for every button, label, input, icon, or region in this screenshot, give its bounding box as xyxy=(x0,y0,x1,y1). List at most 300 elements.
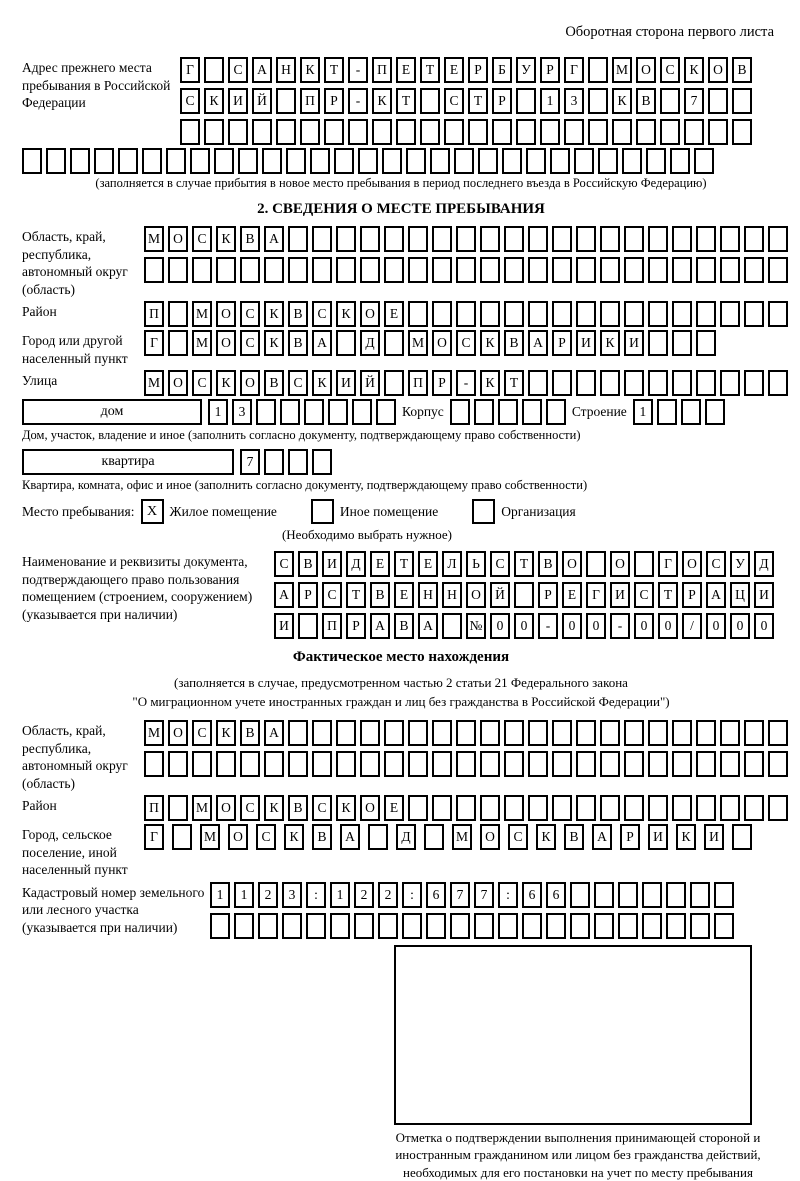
form-cell xyxy=(672,226,692,252)
form-cell: К xyxy=(612,88,632,114)
form-cell xyxy=(190,148,210,174)
form-cell xyxy=(328,399,348,425)
form-cell xyxy=(618,882,638,908)
form-cell: В xyxy=(240,720,260,746)
form-cell xyxy=(642,882,662,908)
form-cell: А xyxy=(418,613,438,639)
form-cell xyxy=(312,226,332,252)
form-cell: - xyxy=(348,57,368,83)
form-cell xyxy=(576,257,596,283)
gorod-2-label: Город, сельское поселение, иной населенный пункт xyxy=(22,827,128,878)
form-cell: К xyxy=(216,226,236,252)
form-cell: Е xyxy=(370,551,390,577)
form-cell xyxy=(528,720,548,746)
form-cell: С xyxy=(456,330,476,356)
raion-2-label: Район xyxy=(22,798,57,814)
form-cell xyxy=(672,301,692,327)
form-cell: - xyxy=(348,88,368,114)
form-cell xyxy=(468,119,488,145)
dom-box: дом xyxy=(22,399,202,425)
field-prev-address xyxy=(22,57,780,145)
form-cell xyxy=(504,257,524,283)
form-cell xyxy=(456,751,476,777)
form-cell xyxy=(280,399,300,425)
form-cell: К xyxy=(300,57,320,83)
form-cell xyxy=(402,913,422,939)
option-inoe-label: Иное помещение xyxy=(339,503,439,519)
form-cell xyxy=(450,913,470,939)
form-cell: - xyxy=(538,613,558,639)
form-cell xyxy=(696,751,716,777)
form-cell xyxy=(234,913,254,939)
form-cell: В xyxy=(538,551,558,577)
form-cell xyxy=(298,613,318,639)
form-cell: Е xyxy=(396,57,416,83)
form-cell: В xyxy=(288,330,308,356)
form-cell: И xyxy=(576,330,596,356)
form-cell xyxy=(696,370,716,396)
form-cell xyxy=(264,257,284,283)
form-cell: Н xyxy=(418,582,438,608)
form-cell: М xyxy=(192,795,212,821)
form-cell: Е xyxy=(562,582,582,608)
form-cell xyxy=(456,301,476,327)
form-cell xyxy=(258,913,278,939)
form-cell: В xyxy=(240,226,260,252)
form-cell xyxy=(334,148,354,174)
stay-type-row xyxy=(22,499,780,524)
form-cell: Р xyxy=(540,57,560,83)
field-ulitsa xyxy=(22,370,780,396)
form-cell xyxy=(240,751,260,777)
form-cell: Л xyxy=(442,551,462,577)
form-cell xyxy=(312,257,332,283)
form-cell: С xyxy=(192,226,212,252)
form-cell: К xyxy=(264,301,284,327)
form-cell: Т xyxy=(504,370,524,396)
form-cell xyxy=(648,301,668,327)
form-cell xyxy=(498,913,518,939)
form-cell xyxy=(168,795,188,821)
form-cell xyxy=(528,795,548,821)
prev-address-row-1 xyxy=(180,57,752,83)
form-cell xyxy=(744,720,764,746)
form-cell: 0 xyxy=(634,613,654,639)
form-cell: 7 xyxy=(684,88,704,114)
form-cell: К xyxy=(264,330,284,356)
actual-location-caption-line-2: "О миграционном учете иностранных граждан и лиц без гражданства в Российской Федерации") xyxy=(132,694,670,710)
form-cell xyxy=(648,370,668,396)
form-cell xyxy=(384,257,404,283)
form-cell xyxy=(672,330,692,356)
form-cell xyxy=(454,148,474,174)
form-cell: М xyxy=(144,370,164,396)
form-cell xyxy=(624,720,644,746)
form-cell: И xyxy=(228,88,248,114)
form-cell xyxy=(192,751,212,777)
form-cell xyxy=(670,148,690,174)
form-cell: К xyxy=(216,720,236,746)
actual-location-caption xyxy=(22,674,780,712)
form-cell: С xyxy=(312,795,332,821)
form-cell: К xyxy=(336,301,356,327)
form-cell xyxy=(348,119,368,145)
form-cell xyxy=(732,824,752,850)
form-cell xyxy=(216,751,236,777)
form-cell: О xyxy=(708,57,728,83)
form-cell xyxy=(352,399,372,425)
dom-row xyxy=(22,399,780,425)
form-cell xyxy=(474,913,494,939)
section2-title: 2. СВЕДЕНИЯ О МЕСТЕ ПРЕБЫВАНИЯ xyxy=(257,201,545,217)
form-cell: 1 xyxy=(210,882,230,908)
form-cell xyxy=(732,119,752,145)
raion-2-row xyxy=(144,795,788,821)
form-cell xyxy=(732,88,752,114)
form-cell xyxy=(420,88,440,114)
form-cell xyxy=(672,751,692,777)
form-cell xyxy=(720,370,740,396)
form-cell: С xyxy=(180,88,200,114)
form-cell: Ц xyxy=(730,582,750,608)
form-cell: О xyxy=(466,582,486,608)
form-cell: Д xyxy=(346,551,366,577)
form-cell xyxy=(408,720,428,746)
form-cell xyxy=(336,330,356,356)
form-cell: 0 xyxy=(586,613,606,639)
form-cell: К xyxy=(684,57,704,83)
form-cell xyxy=(498,399,518,425)
form-cell: С xyxy=(288,370,308,396)
field-raion-2 xyxy=(22,795,780,821)
form-cell: Е xyxy=(394,582,414,608)
form-cell xyxy=(552,751,572,777)
form-cell: Р xyxy=(682,582,702,608)
form-cell: Н xyxy=(442,582,462,608)
form-cell xyxy=(546,913,566,939)
form-cell: Р xyxy=(346,613,366,639)
form-cell xyxy=(480,720,500,746)
form-cell: С xyxy=(256,824,276,850)
form-cell: Ь xyxy=(466,551,486,577)
form-cell: Б xyxy=(492,57,512,83)
form-cell: У xyxy=(730,551,750,577)
form-cell: П xyxy=(144,795,164,821)
form-cell: О xyxy=(168,720,188,746)
form-cell: А xyxy=(274,582,294,608)
form-cell xyxy=(442,613,462,639)
form-cell: 3 xyxy=(232,399,252,425)
form-cell: / xyxy=(682,613,702,639)
form-cell: О xyxy=(168,370,188,396)
form-cell: С xyxy=(634,582,654,608)
form-cell xyxy=(744,751,764,777)
form-cell xyxy=(336,720,356,746)
form-cell xyxy=(424,824,444,850)
form-cell: 7 xyxy=(450,882,470,908)
form-cell xyxy=(588,88,608,114)
form-cell xyxy=(696,257,716,283)
cadastre-label: Кадастровый номер земельного или лесного участка (указывается при наличии) xyxy=(22,884,205,935)
form-cell xyxy=(214,148,234,174)
form-cell xyxy=(624,370,644,396)
form-cell xyxy=(384,370,404,396)
form-cell: В xyxy=(298,551,318,577)
form-cell: Т xyxy=(658,582,678,608)
form-cell xyxy=(768,370,788,396)
form-cell xyxy=(612,119,632,145)
option-zhiloe-label: Жилое помещение xyxy=(169,503,277,519)
form-cell xyxy=(480,226,500,252)
form-cell xyxy=(648,795,668,821)
form-cell xyxy=(118,148,138,174)
form-cell xyxy=(696,226,716,252)
checkbox-org-icon xyxy=(472,499,495,524)
form-cell: С xyxy=(192,370,212,396)
form-cell: Г xyxy=(586,582,606,608)
form-cell: О xyxy=(216,795,236,821)
form-cell xyxy=(204,57,224,83)
field-gorod xyxy=(22,330,780,367)
stay-type-label: Место пребывания: xyxy=(22,503,135,519)
kvartira-cells xyxy=(240,449,332,475)
form-cell: П xyxy=(322,613,342,639)
form-cell: П xyxy=(372,57,392,83)
form-cell: К xyxy=(216,370,236,396)
form-cell: Й xyxy=(490,582,510,608)
form-cell xyxy=(528,751,548,777)
oblast-2-row-1 xyxy=(144,720,788,746)
form-cell: В xyxy=(288,795,308,821)
form-cell xyxy=(768,751,788,777)
stamp-box xyxy=(394,945,752,1125)
form-cell: О xyxy=(432,330,452,356)
form-cell: А xyxy=(340,824,360,850)
form-cell xyxy=(480,795,500,821)
form-cell xyxy=(600,301,620,327)
form-cell xyxy=(312,720,332,746)
form-cell: Р xyxy=(324,88,344,114)
form-cell: В xyxy=(564,824,584,850)
cadastre-row-1 xyxy=(210,882,734,908)
form-cell: Е xyxy=(418,551,438,577)
form-cell xyxy=(430,148,450,174)
form-cell xyxy=(552,795,572,821)
form-cell xyxy=(216,257,236,283)
form-cell: Е xyxy=(384,795,404,821)
form-cell xyxy=(276,119,296,145)
form-cell xyxy=(504,751,524,777)
form-cell xyxy=(588,57,608,83)
form-cell xyxy=(526,148,546,174)
form-cell xyxy=(514,582,534,608)
form-cell: К xyxy=(312,370,332,396)
form-cell xyxy=(768,226,788,252)
form-cell: А xyxy=(264,226,284,252)
form-cell xyxy=(574,148,594,174)
form-cell xyxy=(550,148,570,174)
form-cell: О xyxy=(216,330,236,356)
form-cell xyxy=(636,119,656,145)
form-cell xyxy=(516,88,536,114)
form-cell: В xyxy=(636,88,656,114)
form-cell xyxy=(660,88,680,114)
form-cell: № xyxy=(466,613,486,639)
form-cell xyxy=(408,226,428,252)
form-cell xyxy=(744,370,764,396)
form-cell xyxy=(744,795,764,821)
form-cell: Т xyxy=(420,57,440,83)
form-cell xyxy=(672,370,692,396)
form-cell: О xyxy=(480,824,500,850)
form-cell: Р xyxy=(552,330,572,356)
form-cell xyxy=(504,720,524,746)
form-cell xyxy=(594,882,614,908)
form-cell xyxy=(456,795,476,821)
form-cell xyxy=(288,720,308,746)
form-cell xyxy=(432,795,452,821)
form-cell: С xyxy=(240,301,260,327)
form-cell xyxy=(720,226,740,252)
form-cell xyxy=(714,882,734,908)
form-cell xyxy=(432,226,452,252)
form-cell: Г xyxy=(564,57,584,83)
form-cell xyxy=(681,399,701,425)
form-cell: К xyxy=(676,824,696,850)
form-cell: Н xyxy=(276,57,296,83)
form-cell: С xyxy=(274,551,294,577)
form-cell xyxy=(528,301,548,327)
form-cell: Д xyxy=(754,551,774,577)
form-cell xyxy=(252,119,272,145)
form-cell xyxy=(576,751,596,777)
form-cell xyxy=(696,301,716,327)
form-cell xyxy=(768,301,788,327)
form-cell xyxy=(382,148,402,174)
form-cell: Г xyxy=(180,57,200,83)
form-cell: 0 xyxy=(754,613,774,639)
kvartira-row xyxy=(22,449,780,475)
form-cell: М xyxy=(144,720,164,746)
form-cell xyxy=(238,148,258,174)
form-cell xyxy=(474,399,494,425)
form-cell xyxy=(444,119,464,145)
form-cell xyxy=(204,119,224,145)
form-cell xyxy=(598,148,618,174)
form-cell xyxy=(384,720,404,746)
form-cell xyxy=(648,720,668,746)
form-cell xyxy=(768,720,788,746)
form-cell xyxy=(768,257,788,283)
form-cell: С xyxy=(490,551,510,577)
form-cell xyxy=(310,148,330,174)
form-cell xyxy=(622,148,642,174)
raion-label: Район xyxy=(22,304,57,320)
field-oblast xyxy=(22,226,780,298)
form-cell: : xyxy=(306,882,326,908)
form-cell xyxy=(744,301,764,327)
oblast-row-1 xyxy=(144,226,788,252)
form-cell xyxy=(648,330,668,356)
form-cell: 3 xyxy=(282,882,302,908)
form-cell xyxy=(330,913,350,939)
form-cell: А xyxy=(370,613,390,639)
form-cell xyxy=(624,257,644,283)
form-cell xyxy=(396,119,416,145)
form-cell: Г xyxy=(144,330,164,356)
form-cell: Й xyxy=(252,88,272,114)
form-cell xyxy=(168,257,188,283)
form-cell: М xyxy=(200,824,220,850)
form-cell xyxy=(264,751,284,777)
form-cell xyxy=(624,301,644,327)
form-cell: К xyxy=(264,795,284,821)
stamp-caption: Отметка о подтверждении выполнения принимающей стороной и иностранным гражданином или лицом без гражданства действий, необходимых для его постановки на учет по месту пребывания xyxy=(395,1129,761,1180)
checkbox-zhiloe-icon: X xyxy=(141,499,164,524)
form-cell xyxy=(600,370,620,396)
form-cell xyxy=(690,882,710,908)
form-cell: Т xyxy=(324,57,344,83)
form-cell xyxy=(312,751,332,777)
form-cell xyxy=(420,119,440,145)
form-cell xyxy=(564,119,584,145)
form-cell xyxy=(406,148,426,174)
form-cell: О xyxy=(610,551,630,577)
form-cell xyxy=(516,119,536,145)
form-cell xyxy=(552,370,572,396)
form-cell xyxy=(240,257,260,283)
form-cell xyxy=(684,119,704,145)
form-cell xyxy=(432,257,452,283)
document-row-2 xyxy=(274,582,774,608)
form-cell: Г xyxy=(658,551,678,577)
form-cell xyxy=(264,449,284,475)
form-cell: К xyxy=(480,330,500,356)
form-cell xyxy=(312,449,332,475)
form-cell xyxy=(720,795,740,821)
field-oblast-2 xyxy=(22,720,780,792)
form-cell: 7 xyxy=(240,449,260,475)
form-cell xyxy=(456,257,476,283)
form-cell xyxy=(600,751,620,777)
form-cell xyxy=(288,751,308,777)
form-cell xyxy=(192,257,212,283)
form-cell xyxy=(256,399,276,425)
form-cell: Д xyxy=(396,824,416,850)
form-cell xyxy=(432,720,452,746)
form-cell xyxy=(696,330,716,356)
form-cell: И xyxy=(336,370,356,396)
form-cell: О xyxy=(168,226,188,252)
form-cell: В xyxy=(288,301,308,327)
form-cell: - xyxy=(456,370,476,396)
form-cell: У xyxy=(516,57,536,83)
form-cell xyxy=(720,257,740,283)
form-cell xyxy=(600,257,620,283)
form-cell xyxy=(288,257,308,283)
form-cell xyxy=(504,226,524,252)
form-cell xyxy=(552,226,572,252)
form-cell: П xyxy=(300,88,320,114)
form-cell xyxy=(502,148,522,174)
form-cell: Р xyxy=(538,582,558,608)
form-cell xyxy=(276,88,296,114)
form-cell: 3 xyxy=(564,88,584,114)
form-cell: С xyxy=(240,795,260,821)
form-cell: Г xyxy=(144,824,164,850)
form-cell xyxy=(576,226,596,252)
form-cell xyxy=(694,148,714,174)
